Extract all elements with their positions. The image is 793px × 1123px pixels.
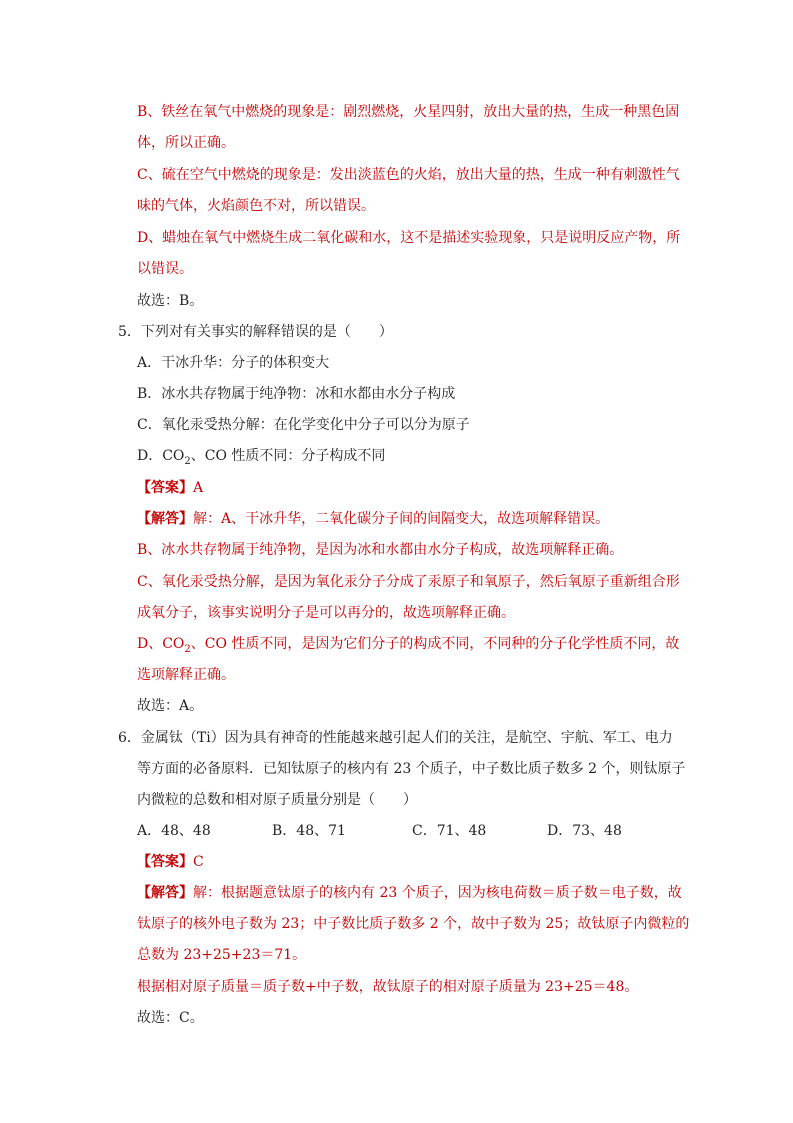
q6-analysis-tag: 【解答】 [137, 885, 193, 901]
prev-analysis-b-line2: 体，所以正确。 [137, 135, 235, 151]
q5-analysis-a-text: 解：A、干冰升华，二氧化碳分子间的间隔变大，故选项解释错误。 [193, 511, 610, 527]
q6-analysis-line4: 根据相对原子质量＝质子数+中子数，故钛原子的相对原子质量为 23+25＝48。 [137, 979, 639, 995]
q5-option-b: B．冰水共存物属于纯净物：冰和水都由水分子构成 [137, 386, 456, 402]
q5-option-d [137, 446, 385, 466]
q6-answer-tag: 【答案】 [137, 854, 193, 870]
q5-analysis-b: B、冰水共存物属于纯净物，是因为冰和水都由水分子构成，故选项解释正确。 [137, 542, 624, 558]
q5-analysis-d1-suffix: 、CO 性质不同，是因为它们分子的构成不同，不同种的分子化学性质不同，故 [190, 636, 680, 652]
q6-stem-line1: 6．金属钛（Ti）因为具有神奇的性能越来越引起人们的关注，是航空、宇航、军工、电力 [118, 730, 673, 746]
q5-option-d-prefix: D．CO [137, 448, 185, 464]
q6-analysis-line1 [137, 883, 682, 903]
prev-analysis-d-line2: 以错误。 [137, 261, 193, 277]
q6-option-b: B．48、71 [272, 823, 346, 839]
q5-answer [137, 478, 203, 498]
q6-stem-line3: 内微粒的总数和相对原子质量分别是（ ） [137, 792, 417, 808]
q5-answer-value: A [193, 480, 204, 496]
prev-analysis-c-line2: 味的气体，火焰颜色不对，所以错误。 [137, 198, 375, 214]
q5-analysis-a [137, 509, 609, 529]
q5-option-a: A．干冰升华：分子的体积变大 [137, 355, 330, 371]
q6-analysis-line1-text: 解：根据题意钛原子的核内有 23 个质子，因为核电荷数＝质子数＝电子数，故 [193, 885, 682, 901]
prev-choice: 故选：B。 [137, 293, 204, 309]
q5-analysis-d1 [137, 634, 679, 654]
q5-option-d-suffix: 、CO 性质不同：分子构成不同 [190, 448, 386, 464]
q6-option-d: D．73、48 [547, 823, 622, 839]
q6-option-c: C．71、48 [412, 823, 487, 839]
q5-stem: 5．下列对有关事实的解释错误的是（ ） [118, 324, 393, 340]
q5-option-d-subscript: 2 [184, 455, 191, 467]
q5-analysis-d2: 选项解释正确。 [137, 667, 235, 683]
q6-analysis-line2: 钛原子的核外电子数为 23；中子数比质子数多 2 个，故中子数为 25；故钛原子内微粒的 [137, 916, 690, 932]
q6-answer-value: C [193, 854, 204, 870]
q5-answer-tag: 【答案】 [137, 480, 193, 496]
q5-option-c: C．氧化汞受热分解：在化学变化中分子可以分为原子 [137, 417, 470, 433]
q5-analysis-tag: 【解答】 [137, 511, 193, 527]
q5-analysis-c1: C、氧化汞受热分解，是因为氧化汞分子分成了汞原子和氧原子，然后氧原子重新组合形 [137, 574, 680, 590]
prev-analysis-c-line1: C、硫在空气中燃烧的现象是：发出淡蓝色的火焰，放出大量的热，生成一种有刺激性气 [137, 167, 680, 183]
q5-choice: 故选：A。 [137, 698, 204, 714]
q6-stem-line2: 等方面的必备原料．已知钛原子的核内有 23 个质子，中子数比质子数多 2 个，则钛原子 [137, 761, 686, 777]
q5-analysis-d1-prefix: D、CO [137, 636, 185, 652]
q6-analysis-line3: 总数为 23+25+23＝71。 [137, 947, 307, 963]
prev-analysis-d-line1: D、蜡烛在氧气中燃烧生成二氧化碳和水，这不是描述实验现象，只是说明反应产物，所 [137, 230, 681, 246]
q6-option-a: A．48、48 [137, 823, 211, 839]
q5-analysis-c2: 成氧分子，该事实说明分子是可以再分的，故选项解释正确。 [137, 605, 515, 621]
q6-choice: 故选：C。 [137, 1010, 204, 1026]
q5-analysis-d1-subscript: 2 [184, 643, 191, 655]
prev-analysis-b-line1: B、铁丝在氧气中燃烧的现象是：剧烈燃烧，火星四射，放出大量的热，生成一种黑色固 [137, 104, 680, 120]
q6-answer [137, 852, 204, 872]
